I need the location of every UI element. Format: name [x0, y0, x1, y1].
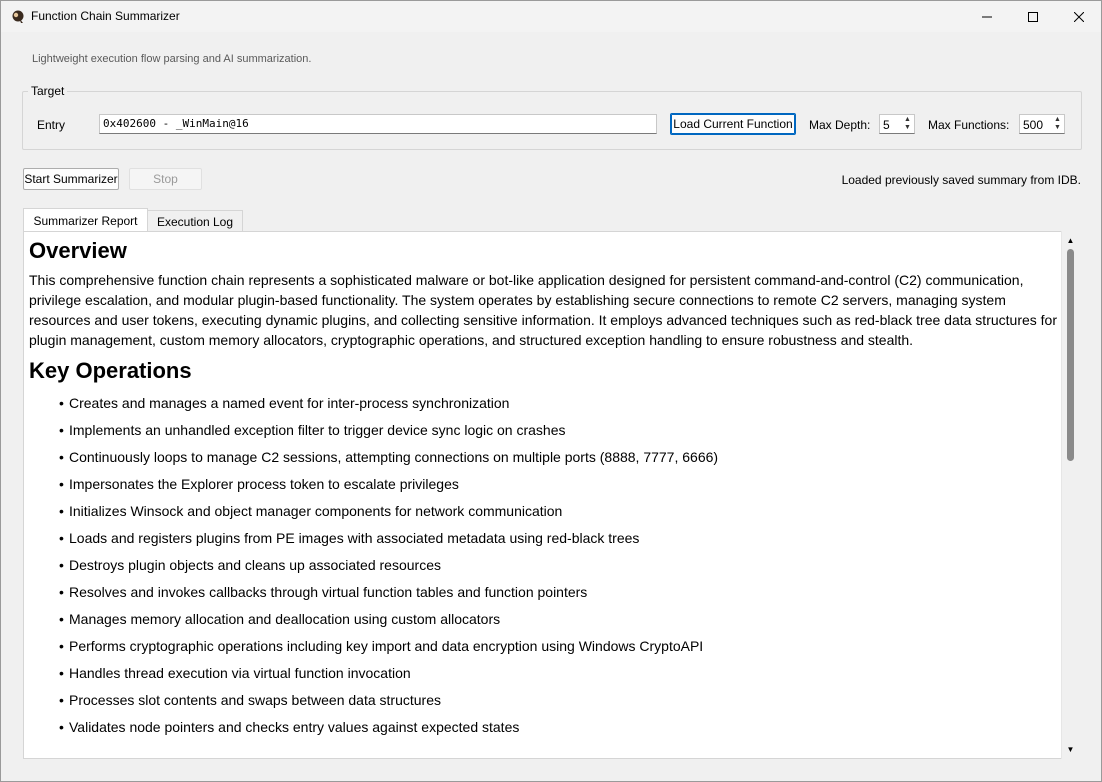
list-item-text: Manages memory allocation and deallocation using custom allocators	[69, 611, 501, 627]
max-depth-label: Max Depth:	[809, 118, 871, 132]
max-functions-label: Max Functions:	[928, 118, 1010, 132]
scroll-up-arrow-icon[interactable]: ▲	[1066, 236, 1075, 245]
stop-button[interactable]: Stop	[129, 168, 202, 190]
list-item	[59, 633, 1059, 660]
status-message: Loaded previously saved summary from IDB.	[841, 173, 1081, 187]
list-item	[59, 660, 1059, 687]
list-item-text: Creates and manages a named event for inter-process synchronization	[69, 395, 510, 411]
tab-summarizer-report[interactable]: Summarizer Report	[23, 208, 148, 232]
title-bar[interactable]	[1, 1, 1101, 32]
bullet-icon: •	[59, 395, 64, 411]
list-item	[59, 498, 1059, 525]
list-item	[59, 390, 1059, 417]
list-item-text: Handles thread execution via virtual function invocation	[69, 665, 411, 681]
list-item	[59, 525, 1059, 552]
bullet-icon: •	[59, 638, 64, 654]
entry-field[interactable]: 0x402600 - _WinMain@16	[99, 114, 657, 134]
list-item	[59, 606, 1059, 633]
target-group-title: Target	[28, 84, 67, 98]
bullet-icon: •	[59, 557, 64, 573]
key-operations-list	[29, 390, 1059, 741]
bullet-icon: •	[59, 719, 64, 735]
start-summarizer-button[interactable]: Start Summarizer	[23, 168, 119, 190]
list-item	[59, 579, 1059, 606]
bullet-icon: •	[59, 611, 64, 627]
list-item	[59, 417, 1059, 444]
list-item-text: Loads and registers plugins from PE images with associated metadata using red-black trees	[69, 530, 640, 546]
bullet-icon: •	[59, 449, 64, 465]
list-item-text: Implements an unhandled exception filter to trigger device sync logic on crashes	[69, 422, 566, 438]
window-title: Function Chain Summarizer	[31, 9, 180, 23]
app-logo-icon	[10, 9, 26, 25]
list-item-text: Validates node pointers and checks entry values against expected states	[69, 719, 520, 735]
entry-label: Entry	[37, 118, 66, 132]
list-item	[59, 552, 1059, 579]
list-item-text: Destroys plugin objects and cleans up associated resources	[69, 557, 441, 573]
list-item-text: Performs cryptographic operations including key import and data encryption using Windows CryptoAPI	[69, 638, 704, 654]
max-depth-spinbox[interactable]	[879, 114, 915, 134]
overview-paragraph: This comprehensive function chain represents a sophisticated malware or bot-like application designed for persistent command-and-control (C2) communication, privilege escalation, and modular plugin-based functionality. The system operates by establishing secure connections to remote C2 servers, managing system resources and user tokens, executing dynamic plugins, and collecting sensitive information. It employs advanced techniques such as red-black tree data structures for plugin management, custom memory allocators, cryptographic operations, and structured exception handling to ensure robustness and stealth.	[29, 272, 1057, 348]
app-subtitle: Lightweight execution flow parsing and AI summarization.	[32, 53, 312, 65]
list-item	[59, 444, 1059, 471]
bullet-icon: •	[59, 665, 64, 681]
minimize-icon[interactable]	[964, 1, 1010, 32]
report-scrollbar[interactable]	[1061, 231, 1078, 759]
max-functions-value: 500	[1023, 118, 1044, 132]
list-item-text: Impersonates the Explorer process token to escalate privileges	[69, 476, 459, 492]
report-document	[29, 238, 1059, 741]
list-item	[59, 714, 1059, 741]
scrollbar-thumb[interactable]	[1067, 249, 1074, 461]
maximize-icon[interactable]	[1010, 1, 1056, 32]
list-item-text: Resolves and invokes callbacks through virtual function tables and function pointers	[69, 584, 588, 600]
bullet-icon: •	[59, 503, 64, 519]
overview-heading: Overview	[29, 238, 127, 263]
report-panel	[23, 231, 1078, 759]
key-operations-heading: Key Operations	[29, 358, 192, 383]
list-item-text: Processes slot contents and swaps between data structures	[69, 692, 441, 708]
bullet-icon: •	[59, 692, 64, 708]
close-icon[interactable]	[1056, 1, 1102, 32]
max-functions-spinbox[interactable]	[1019, 114, 1065, 134]
list-item	[59, 687, 1059, 714]
bullet-icon: •	[59, 422, 64, 438]
max-depth-value: 5	[883, 118, 890, 132]
spin-arrows-icon[interactable]: ▲ ▼	[1054, 116, 1061, 131]
tab-execution-log[interactable]: Execution Log	[148, 210, 243, 232]
bullet-icon: •	[59, 530, 64, 546]
bullet-icon: •	[59, 476, 64, 492]
list-item-text: Initializes Winsock and object manager components for network communication	[69, 503, 563, 519]
spin-arrows-icon[interactable]: ▲ ▼	[904, 116, 911, 131]
list-item-text: Continuously loops to manage C2 sessions, attempting connections on multiple ports (8888, 7777, 6666)	[69, 449, 719, 465]
bullet-icon: •	[59, 584, 64, 600]
scroll-down-arrow-icon[interactable]: ▼	[1066, 745, 1075, 754]
list-item	[59, 471, 1059, 498]
load-current-function-button[interactable]: Load Current Function	[670, 113, 796, 135]
